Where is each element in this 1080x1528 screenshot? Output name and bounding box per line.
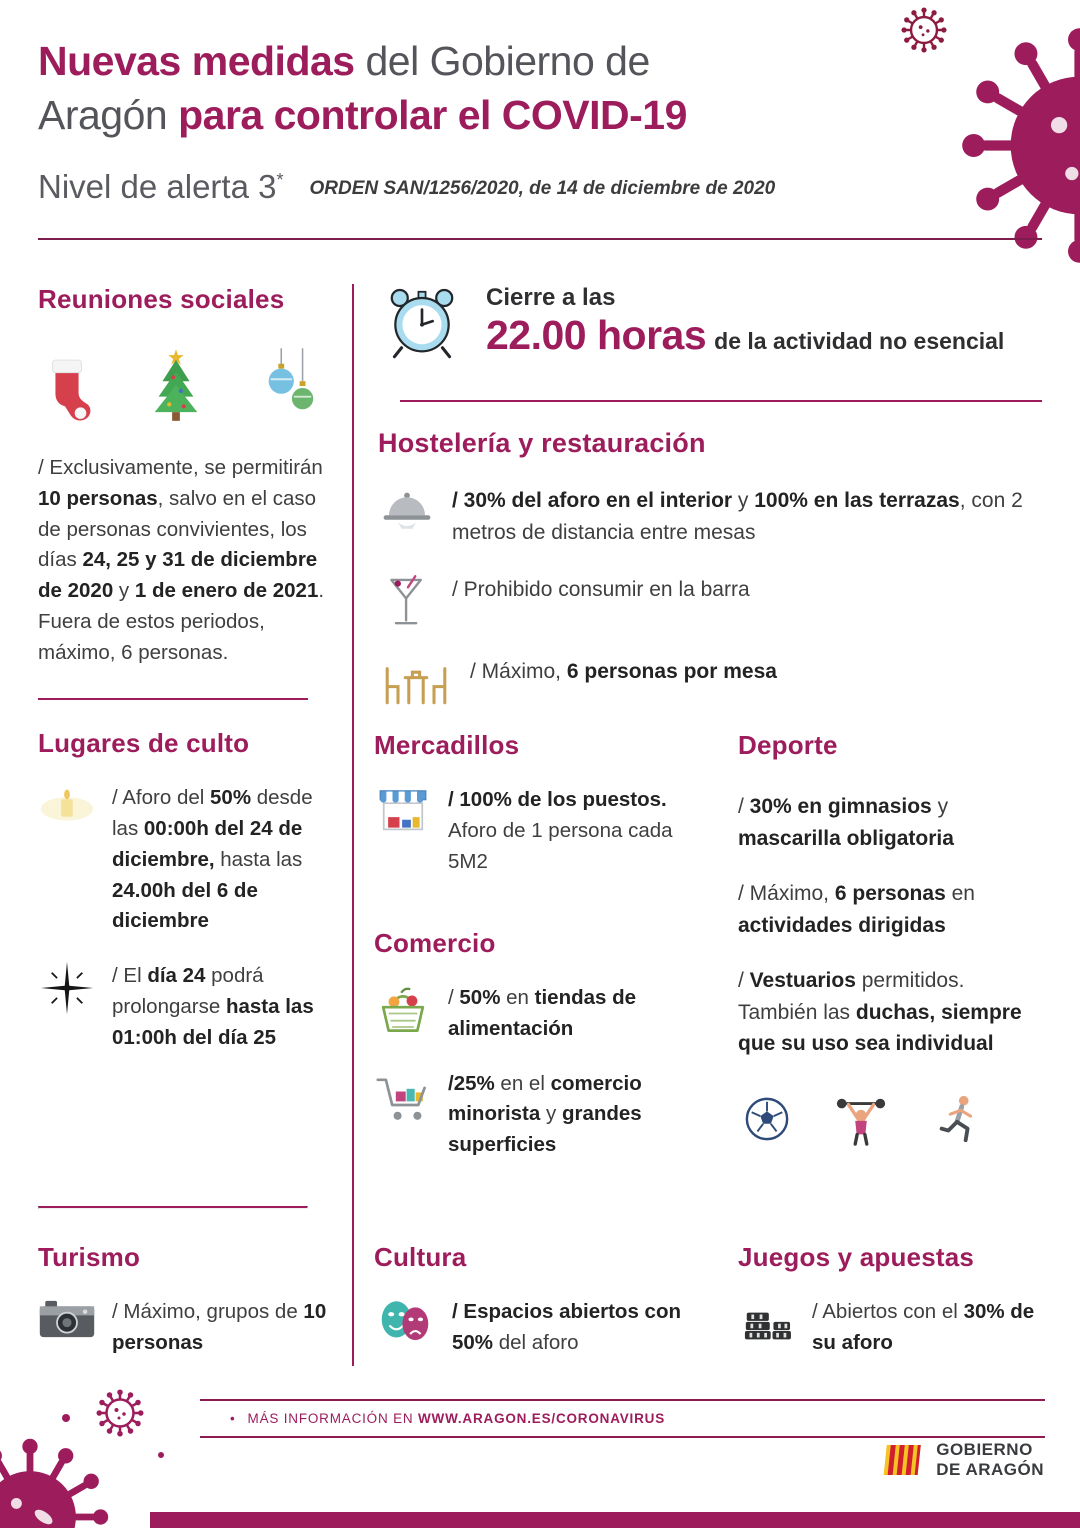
decor-dot xyxy=(62,1414,70,1422)
title-line-2: Aragón para controlar el COVID-19 xyxy=(38,92,687,139)
juegos-item-text: / Abiertos con el 30% de su aforo xyxy=(812,1300,1035,1354)
cierre-time: 22.00 horas xyxy=(486,312,707,358)
cierre-text-block xyxy=(486,282,1004,359)
title-line-1: Nuevas medidas del Gobierno de xyxy=(38,38,650,84)
camera-icon xyxy=(38,1297,96,1341)
mercadillos-heading: Mercadillos xyxy=(374,730,520,760)
section-hosteleria xyxy=(378,428,1044,710)
alarm-clock-icon xyxy=(382,282,462,367)
shopping-cart-icon xyxy=(374,1069,432,1123)
left-divider-1 xyxy=(38,698,308,700)
hosteleria-item-barra xyxy=(378,574,1044,630)
comercio-item-alimentacion-text: / 50% en tiendas de alimentación xyxy=(448,986,637,1040)
cierre-line1: Cierre a las xyxy=(486,284,616,311)
deporte-item-actividades: / Máximo, 6 personas en actividades dirigidas xyxy=(738,882,975,937)
vertical-divider xyxy=(352,284,354,1366)
decor-dot xyxy=(158,1452,164,1458)
mercadillos-item-text: / 100% de los puestos. Aforo de 1 persona cada 5M2 xyxy=(448,788,673,873)
info-bar xyxy=(200,1399,1045,1438)
christmas-icons-row xyxy=(38,335,328,427)
cultura-item-text: / Espacios abiertos con 50% del aforo xyxy=(452,1300,681,1354)
candle-glow-icon xyxy=(38,783,96,827)
order-reference: ORDEN SAN/1256/2020, de 14 de diciembre de 2020 xyxy=(309,178,776,199)
virus-icon xyxy=(0,1432,115,1528)
runner-icon xyxy=(932,1092,982,1146)
gobierno-aragon-logo xyxy=(880,1440,1044,1479)
cocktail-icon xyxy=(378,574,436,630)
logo-text xyxy=(936,1440,1044,1479)
table-chairs-icon xyxy=(378,656,454,710)
poker-chips-icon xyxy=(738,1297,796,1343)
page-title xyxy=(38,34,908,142)
reuniones-text: / Exclusivamente, se permitirán 10 personas, salvo en el caso de personas convivientes, los días 24, 25 y 31 de diciembre de 2020 y 1 de enero de 2021. Fuera de estos periodos, máximo, 6 personas. xyxy=(38,456,325,664)
market-stall-icon xyxy=(374,785,432,837)
hosteleria-item-barra-text: / Prohibido consumir en la barra xyxy=(452,578,750,601)
star-sparkle-icon xyxy=(38,961,96,1015)
deporte-heading: Deporte xyxy=(738,730,838,760)
info-bullet: • xyxy=(230,1411,236,1426)
cierre-line2 xyxy=(486,312,1004,359)
hosteleria-item-aforo-text: / 30% del aforo en el interior y 100% en las terrazas, con 2 metros de distancia entre mesas xyxy=(452,489,1023,544)
section-juegos xyxy=(738,1242,1046,1359)
logo-line-1: GOBIERNO xyxy=(936,1440,1033,1459)
juegos-item xyxy=(738,1297,1046,1359)
culto-heading: Lugares de culto xyxy=(38,728,250,759)
culto-item-dia24 xyxy=(38,961,328,1053)
reuniones-heading: Reuniones sociales xyxy=(38,284,285,314)
comercio-item-minorista-text: /25% en el comercio minorista y grandes superficies xyxy=(448,1071,642,1156)
cultura-item xyxy=(374,1297,696,1359)
deporte-item-gimnasios: / 30% en gimnasios y mascarilla obligatoria xyxy=(738,795,954,850)
hosteleria-item-mesa-text: / Máximo, 6 personas por mesa xyxy=(470,660,777,683)
section-comercio xyxy=(374,928,708,1161)
cierre-line2-text: de la actividad no esencial xyxy=(714,328,1005,354)
header-divider xyxy=(38,238,1042,240)
culto-item-dia24-text: / El día 24 podrá prolongarse hasta las 01:00h del día 25 xyxy=(112,964,314,1049)
cultura-heading: Cultura xyxy=(374,1242,467,1272)
virus-icon xyxy=(952,18,1080,273)
food-basket-icon xyxy=(374,983,432,1035)
culto-item-aforo xyxy=(38,783,328,937)
section-mercadillos xyxy=(374,730,676,877)
cloche-icon xyxy=(378,485,436,533)
theatre-masks-icon xyxy=(374,1297,436,1347)
alert-asterisk: * xyxy=(276,170,284,190)
section-turismo xyxy=(38,1242,330,1359)
aragon-flag-icon xyxy=(880,1443,926,1477)
turismo-item-text: / Máximo, grupos de 10 personas xyxy=(112,1300,327,1354)
hosteleria-item-mesa xyxy=(378,656,1044,710)
sport-icons-row xyxy=(738,1092,1046,1146)
alert-level: Nivel de alerta 3* xyxy=(38,168,284,205)
section-cultura xyxy=(374,1242,696,1359)
mercadillos-item xyxy=(374,785,676,877)
christmas-stocking-icon xyxy=(40,351,94,427)
football-icon xyxy=(744,1096,790,1142)
coronavirus-url[interactable]: WWW.ARAGON.ES/CORONAVIRUS xyxy=(418,1411,665,1426)
turismo-heading: Turismo xyxy=(38,1242,141,1272)
section-deporte xyxy=(738,730,1046,1146)
hosteleria-item-aforo xyxy=(378,485,1044,548)
christmas-tree-icon xyxy=(147,347,205,427)
logo-line-2: DE ARAGÓN xyxy=(936,1459,1044,1479)
comercio-item-minorista xyxy=(374,1069,708,1161)
deporte-item-vestuarios: / Vestuarios permitidos. También las duchas, siempre que su uso sea individual xyxy=(738,969,1022,1055)
hosteleria-heading: Hostelería y restauración xyxy=(378,428,706,458)
turismo-item xyxy=(38,1297,330,1359)
weightlifter-icon xyxy=(834,1092,888,1146)
juegos-heading: Juegos y apuestas xyxy=(738,1242,975,1272)
comercio-heading: Comercio xyxy=(374,928,496,958)
section-reuniones-sociales xyxy=(38,284,328,1053)
section-cierre xyxy=(382,282,1044,367)
baubles-icon xyxy=(258,347,320,427)
alert-row xyxy=(38,168,775,206)
comercio-item-alimentacion xyxy=(374,983,708,1045)
virus-outline-icon xyxy=(95,1388,145,1438)
bottom-accent-bar xyxy=(150,1512,1080,1528)
cierre-divider xyxy=(400,400,1042,402)
culto-item-aforo-text: / Aforo del 50% desde las 00:00h del 24 de diciembre, hasta las 24.00h del 6 de diciembre xyxy=(112,786,313,933)
left-divider-2 xyxy=(38,1206,308,1209)
info-text: MÁS INFORMACIÓN EN WWW.ARAGON.ES/CORONAVIRUS xyxy=(247,1411,665,1426)
